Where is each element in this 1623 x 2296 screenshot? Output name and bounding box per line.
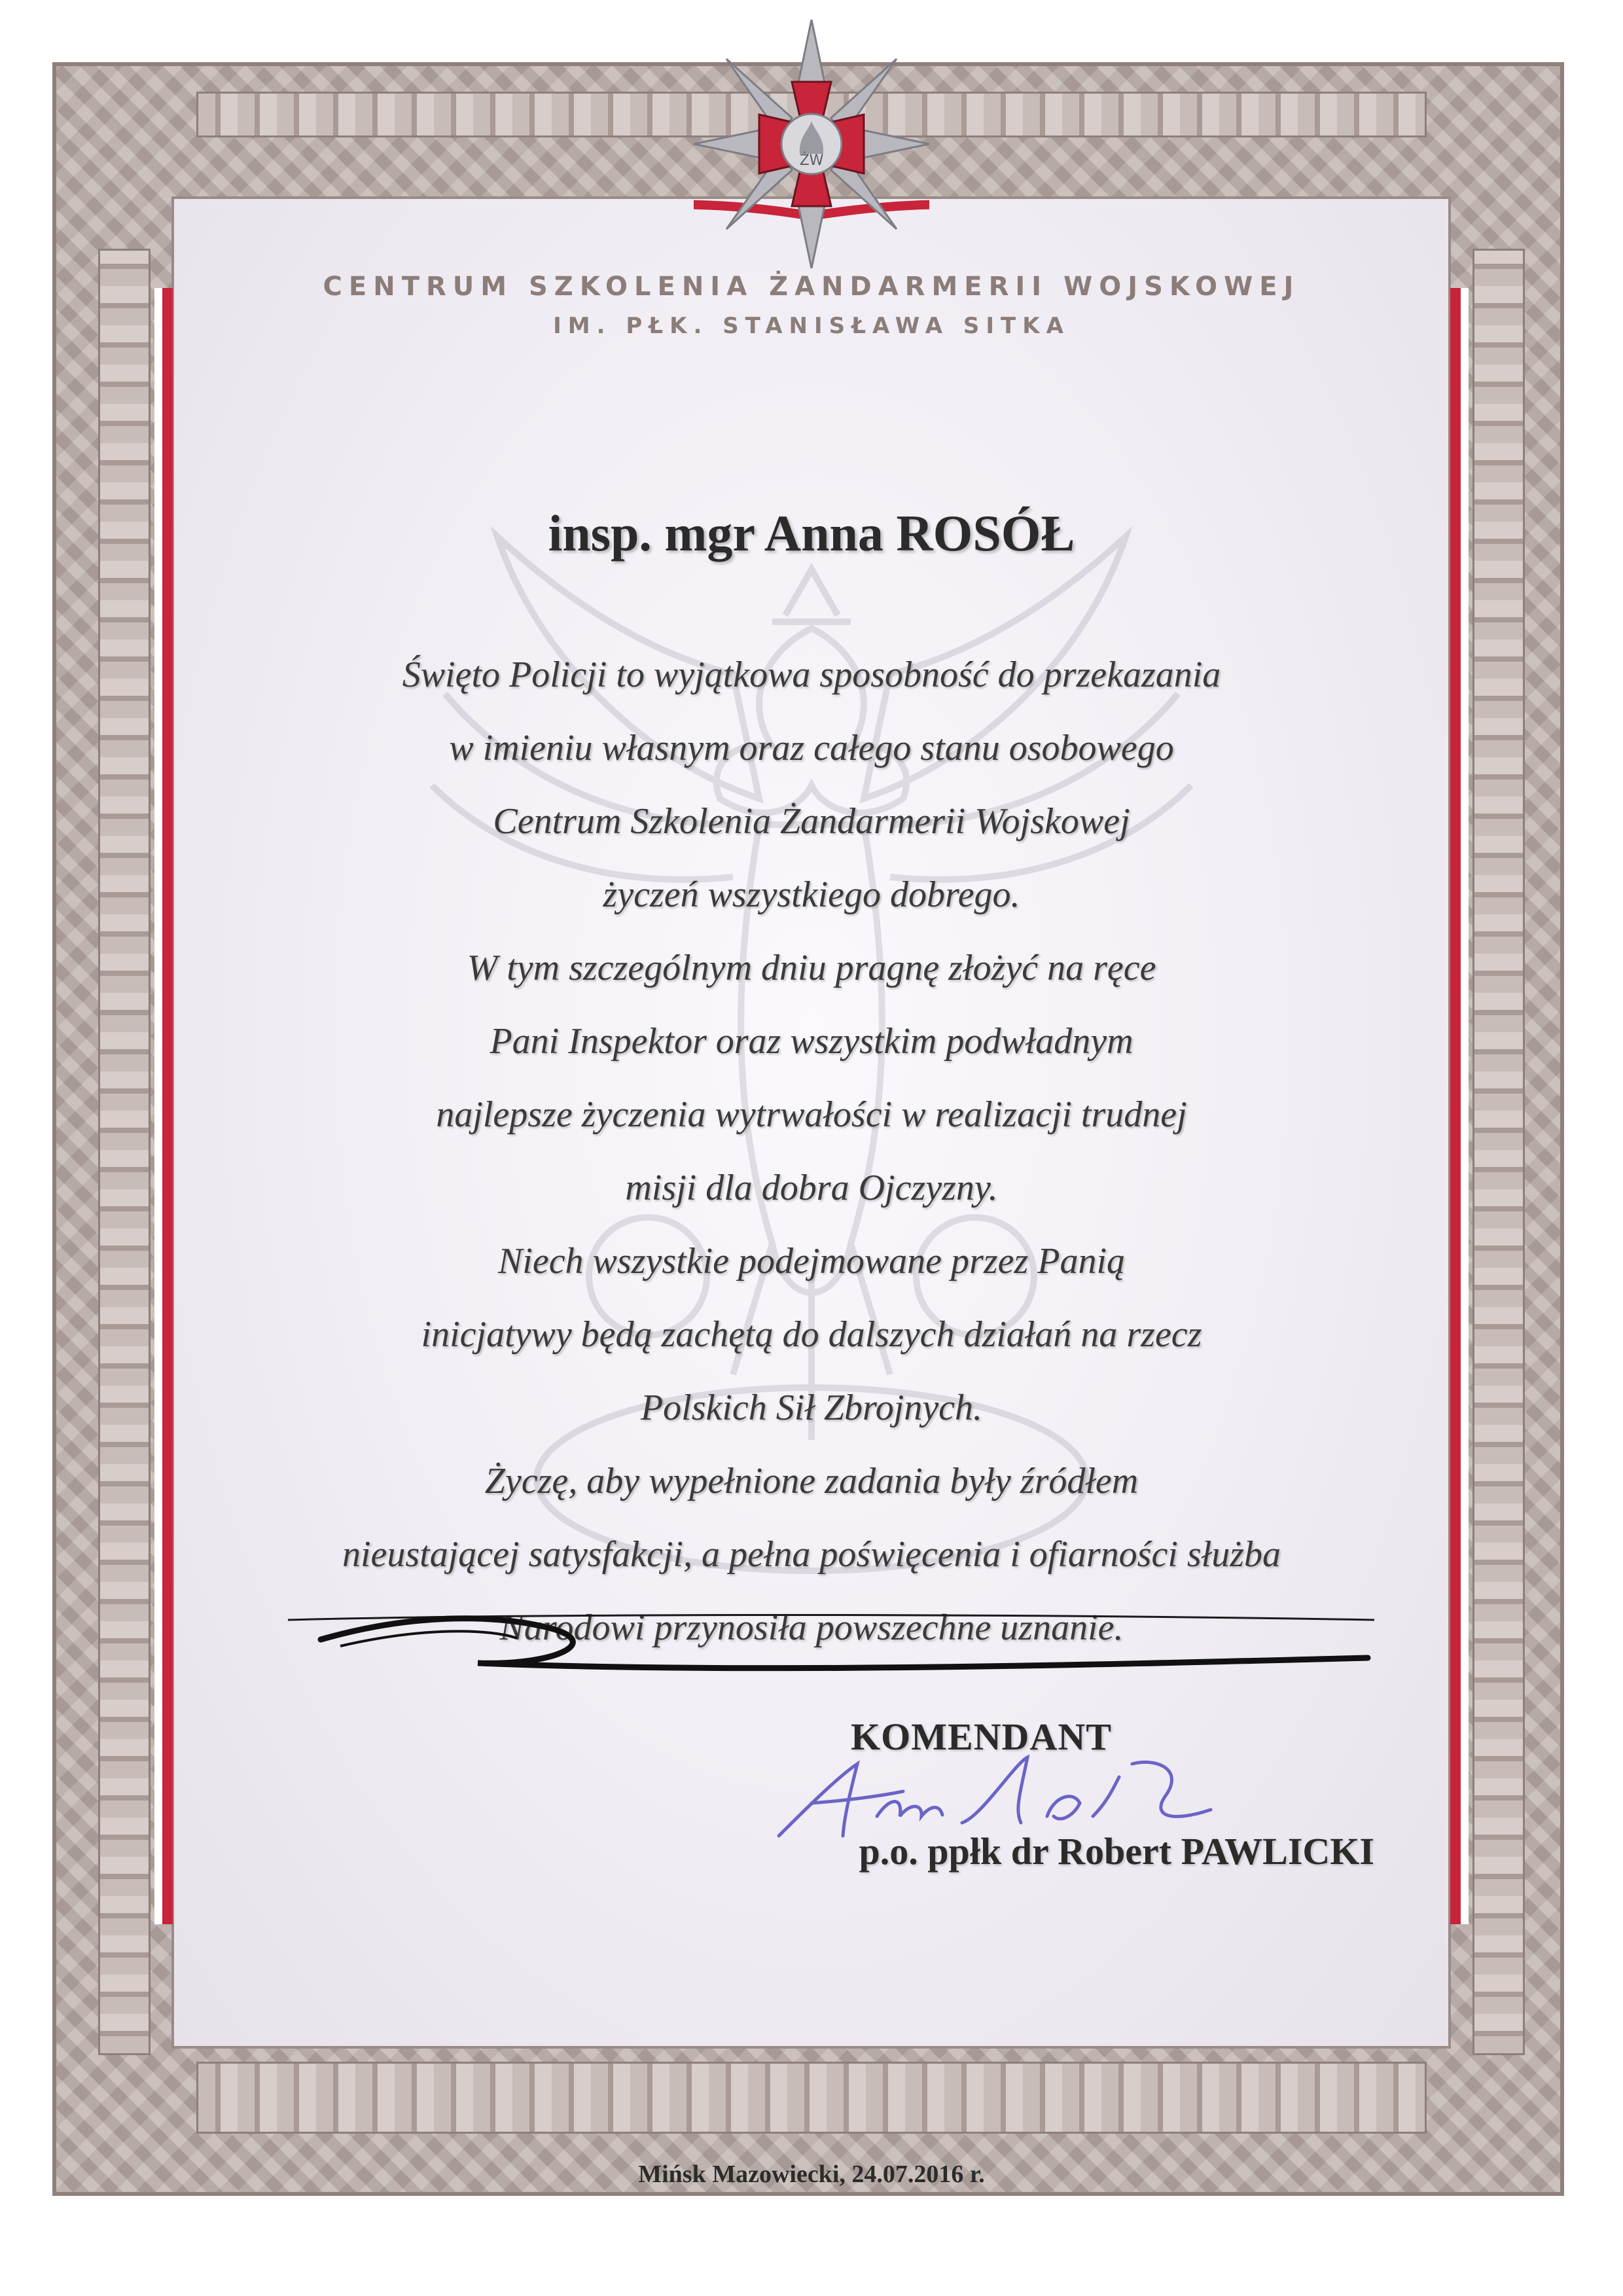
body-line: Niech wszystkie podejmowane przez Panią [497,1241,1126,1282]
recipient-name: insp. mgr Anna ROSÓŁ [548,505,1075,562]
body-line: Pani Inspektor oraz wszystkim podwładnym [490,1021,1133,1062]
handwritten-signature [766,1751,1224,1842]
signature-title: KOMENDANT [851,1715,1112,1758]
signatory-name: p.o. ppłk dr Robert PAWLICKI [859,1830,1374,1873]
body-line: Centrum Szkolenia Żandarmerii Wojskowej [493,801,1130,842]
body-line: misji dla dobra Ojczyzny. [625,1168,998,1208]
signature-block [654,1715,1374,1937]
congratulation-text [196,638,1427,1664]
body-line: życzeń wszystkiego dobrego. [603,874,1020,915]
body-line: najlepsze życzenia wytrwałości w realizacji trudnej [436,1094,1187,1135]
military-police-star-emblem-icon [694,20,929,268]
body-line: nieustającej satysfakcji, a pełna poświęcenia i ofiarności służba [342,1534,1281,1575]
svg-text:ŻW: ŻW [799,152,824,169]
organization-name: CENTRUM SZKOLENIA ŻANDARMERII WOJSKOWEJ [323,272,1300,302]
body-line: W tym szczególnym dniu pragnę złożyć na ręce [467,948,1156,988]
body-line: Narodowi przynosiła powszechne uznanie. [499,1607,1124,1648]
organization-subtitle: IM. PŁK. STANISŁAWA SITKA [553,313,1070,339]
flourish-divider [281,1600,1381,1679]
body-line: Życzę, aby wypełnione zadania były źródłem [484,1461,1139,1501]
body-line: w imieniu własnym oraz całego stanu osobowego [449,728,1174,768]
frame-band-bottom [196,2062,1427,2134]
body-line: inicjatywy będą zachętą do dalszych działań na rzecz [421,1314,1202,1355]
body-line: Święto Policji to wyjątkowa sposobność do przekazania [402,655,1221,695]
place-and-date: Mińsk Mazowiecki, 24.07.2016 r. [638,2161,985,2188]
body-line: Polskich Sił Zbrojnych. [640,1388,983,1428]
